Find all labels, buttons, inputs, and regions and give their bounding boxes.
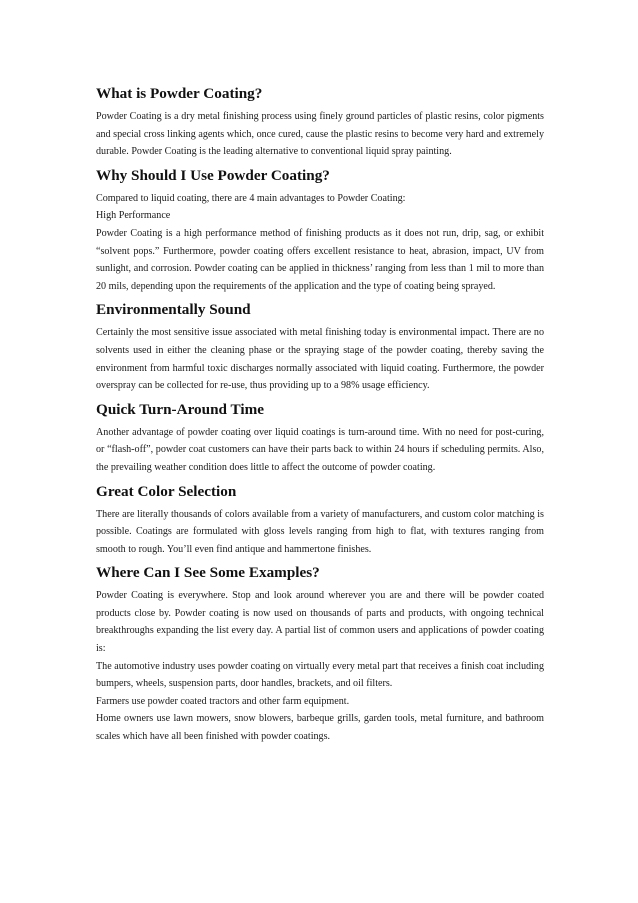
section-heading: Environmentally Sound [96, 301, 251, 319]
section-paragraph: Powder Coating is a dry metal finishing process using finely ground particles of plastic resins, color pigments and special cross linking agents which, once cured, cause the plastic resins to become very hard and extremely durable. Powder Coating is the leading alternative to conventional liquid spray painting. [96, 111, 544, 158]
section-heading: Why Should I Use Powder Coating? [96, 166, 330, 184]
section-where-can-i-see-examples [96, 563, 544, 745]
section-paragraph: The automotive industry uses powder coating on virtually every metal part that receives a finish coat including bumpers, wheels, suspension parts, door handles, brackets, and oil filters. [96, 660, 544, 690]
section-quick-turn-around-time [96, 400, 544, 477]
section-paragraph: Powder Coating is a high performance method of finishing products as it does not run, drip, sag, or exhibit “solvent pops.” Furthermore, powder coating offers excellent resistance to heat, abrasion, impact, UV from sunlight, and corrosion. Powder coating can be applied in thickness’ ranging from less than 1 mil to more than 20 mils, depending upon the requirements of the application and the type of coating being sprayed. [96, 227, 544, 292]
section-heading: Where Can I See Some Examples? [96, 564, 320, 582]
section-paragraph: Powder Coating is everywhere. Stop and look around wherever you are and there will be powder coated products close by. Powder coating is now used on thousands of parts and products, with ongoing technical breakthroughs expanding the list every day. A partial list of common users and applications of powder coating is: [96, 590, 544, 655]
section-great-color-selection [96, 482, 544, 559]
section-paragraph: There are literally thousands of colors available from a variety of manufacturers, and custom color matching is possible. Coatings are formulated with gloss levels ranging from high to flat, with textures ranging from smooth to rough. You’ll even find antique and hammertone finishes. [96, 508, 544, 555]
section-paragraph: Certainly the most sensitive issue associated with metal finishing today is environmental impact. There are no solvents used in either the cleaning phase or the spraying stage of the powder coating, thereby saving the environment from harmful toxic discharges normally associated with liquid coating. Furthermore, the powder overspray can be collected for re-use, thus providing up to a 98% usage efficiency. [96, 327, 544, 392]
section-paragraph: Compared to liquid coating, there are 4 main advantages to Powder Coating: [96, 192, 406, 204]
section-what-is-powder-coating [96, 84, 544, 161]
section-heading: What is Powder Coating? [96, 85, 263, 102]
section-paragraph: Home owners use lawn mowers, snow blowers, barbeque grills, garden tools, metal furniture, and bathroom scales which have all been finished with powder coatings. [96, 713, 544, 743]
section-heading: Quick Turn-Around Time [96, 400, 264, 418]
subheading-high-performance: High Performance [96, 210, 171, 222]
section-why-use-powder-coating [96, 166, 544, 296]
section-paragraph: Farmers use powder coated tractors and other farm equipment. [96, 695, 350, 707]
section-paragraph: Another advantage of powder coating over liquid coatings is turn-around time. With no need for post-curing, or “flash-off”, powder coat customers can have their parts back to within 24 hours if scheduling permits. Also, the prevailing weather condition does little to affect the outcome of powder coating. [96, 426, 544, 473]
section-heading: Great Color Selection [96, 482, 237, 500]
section-environmentally-sound [96, 300, 544, 394]
